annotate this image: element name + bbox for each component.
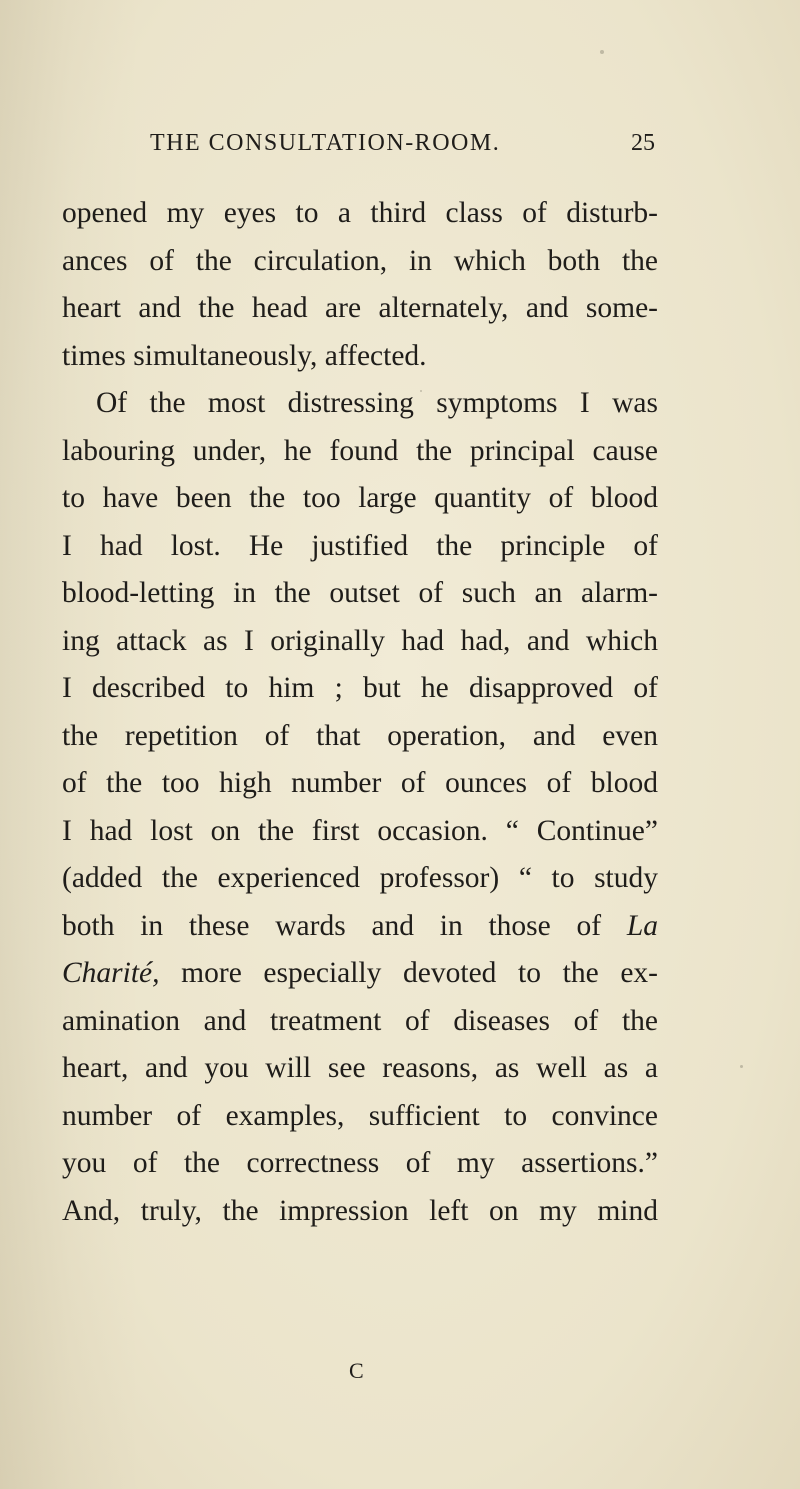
italic-text: Charité, (62, 957, 160, 989)
text-line: heart and the head are alternately, and some- (62, 292, 658, 324)
body-text (62, 190, 658, 1235)
text-line: blood-letting in the outset of such an alarm- (62, 577, 658, 609)
text-line: you of the correctness of my assertions.” (62, 1147, 658, 1179)
text-line: to have been the too large quantity of blood (62, 482, 658, 514)
text-line: (added the experienced professor) “ to study (62, 862, 658, 894)
text-segment: both in these wards and in those of (62, 909, 627, 942)
text-line: of the too high number of ounces of blood (62, 767, 658, 799)
text-line: ances of the circulation, in which both the (62, 244, 658, 277)
paper-speck (600, 50, 604, 54)
text-line: ing attack as I originally had had, and which (62, 624, 658, 657)
text-line: opened my eyes to a third class of disturb- (62, 197, 658, 229)
text-line: times simultaneously, affected. (62, 339, 427, 372)
text-line: I had lost. He justified the principle of (62, 529, 658, 562)
text-line (62, 950, 658, 998)
text-line: labouring under, he found the principal cause (62, 434, 658, 467)
text-line: the repetition of that operation, and even (62, 719, 658, 752)
italic-text: La (626, 909, 658, 942)
text-line: number of examples, sufficient to convince (62, 1099, 658, 1132)
text-line: And, truly, the impression left on my mind (62, 1194, 658, 1227)
text-line: I described to him ; but he disapproved of (62, 672, 658, 704)
text-line: heart, and you will see reasons, as well as a (62, 1052, 658, 1084)
text-segment: more especially devoted to the ex- (159, 957, 658, 989)
page-number: 25 (631, 130, 655, 156)
text-line: Of the most distressing symptoms I was (96, 387, 658, 419)
running-title: THE CONSULTATION-ROOM. (150, 130, 501, 156)
paper-speck (740, 1065, 743, 1068)
text-line: I had lost on the first occasion. “ Continue” (62, 814, 658, 847)
paper-speck (420, 390, 422, 392)
signature-mark: C (349, 1358, 365, 1383)
text-line: amination and treatment of diseases of the (62, 1004, 658, 1037)
running-head (150, 130, 655, 166)
text-line (62, 903, 658, 951)
